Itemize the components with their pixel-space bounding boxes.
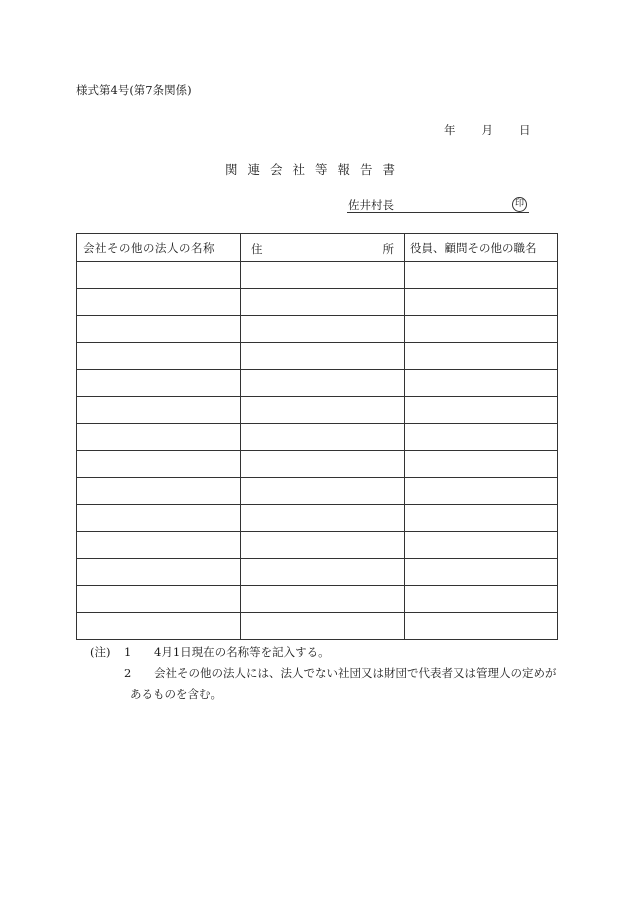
note-item-1 [90, 642, 557, 663]
note-number: 1 [124, 645, 132, 659]
table-cell[interactable] [405, 370, 558, 397]
table-cell[interactable] [77, 613, 241, 640]
table-header-row [77, 234, 558, 262]
table-cell[interactable] [241, 370, 405, 397]
table-row [77, 586, 558, 613]
table-row [77, 424, 558, 451]
table-cell[interactable] [241, 262, 405, 289]
table-row [77, 613, 558, 640]
table-cell[interactable] [405, 532, 558, 559]
table-cell[interactable] [241, 586, 405, 613]
table-cell[interactable] [405, 505, 558, 532]
table-row [77, 289, 558, 316]
table-body [77, 262, 558, 640]
table-cell[interactable] [241, 316, 405, 343]
table-row [77, 370, 558, 397]
table-cell[interactable] [77, 316, 241, 343]
header-address-right: 所 [382, 242, 394, 256]
table-cell[interactable] [405, 262, 558, 289]
table-cell[interactable] [77, 343, 241, 370]
header-position: 役員、顧問その他の職名 [405, 234, 558, 262]
header-name: 会社その他の法人の名称 [77, 234, 241, 262]
table-row [77, 451, 558, 478]
note-item-2 [90, 663, 557, 684]
notes [90, 642, 557, 705]
table-row [77, 262, 558, 289]
addressee-underline [347, 212, 529, 213]
note-text: 4月1日現在の名称等を記入する。 [154, 645, 330, 659]
table-row [77, 505, 558, 532]
document-title: 関連会社等報告書 [224, 162, 405, 177]
table-cell[interactable] [405, 343, 558, 370]
table-cell[interactable] [241, 559, 405, 586]
header-address [241, 234, 405, 262]
note-item-2-continuation: あるものを含む。 [130, 687, 222, 701]
table-cell[interactable] [405, 424, 558, 451]
table-cell[interactable] [77, 505, 241, 532]
date-line: 年 月 日 [444, 123, 532, 137]
table-cell[interactable] [241, 532, 405, 559]
table-cell[interactable] [77, 586, 241, 613]
table-cell[interactable] [77, 262, 241, 289]
table-cell[interactable] [405, 397, 558, 424]
table-cell[interactable] [405, 316, 558, 343]
note-number: 2 [124, 666, 132, 680]
table-cell[interactable] [241, 478, 405, 505]
addressee: 佐井村長 [348, 198, 394, 212]
table-cell[interactable] [77, 478, 241, 505]
table-cell[interactable] [241, 613, 405, 640]
table-cell[interactable] [77, 532, 241, 559]
table-cell[interactable] [405, 613, 558, 640]
table-cell[interactable] [77, 397, 241, 424]
table-cell[interactable] [241, 451, 405, 478]
note-text: 会社その他の法人には、法人でない社団又は財団で代表者又は管理人の定めが [154, 666, 557, 680]
table-cell[interactable] [241, 289, 405, 316]
table-cell[interactable] [241, 424, 405, 451]
table-cell[interactable] [241, 397, 405, 424]
table-row [77, 559, 558, 586]
table-cell[interactable] [241, 343, 405, 370]
table-cell[interactable] [405, 478, 558, 505]
table-cell[interactable] [405, 559, 558, 586]
table-cell[interactable] [77, 289, 241, 316]
notes-prefix: (注) [90, 645, 111, 659]
table-cell[interactable] [77, 370, 241, 397]
table-cell[interactable] [405, 451, 558, 478]
table-cell[interactable] [77, 424, 241, 451]
table-row [77, 343, 558, 370]
table-row [77, 316, 558, 343]
report-table [76, 233, 558, 640]
header-address-left: 住 [251, 242, 263, 256]
table-cell[interactable] [77, 559, 241, 586]
table-row [77, 478, 558, 505]
table-cell[interactable] [241, 505, 405, 532]
table-cell[interactable] [405, 289, 558, 316]
table-row [77, 532, 558, 559]
table-cell[interactable] [405, 586, 558, 613]
form-number: 様式第4号(第7条関係) [76, 83, 192, 97]
seal-mark: 印 [512, 197, 527, 212]
table-row [77, 397, 558, 424]
table-cell[interactable] [77, 451, 241, 478]
